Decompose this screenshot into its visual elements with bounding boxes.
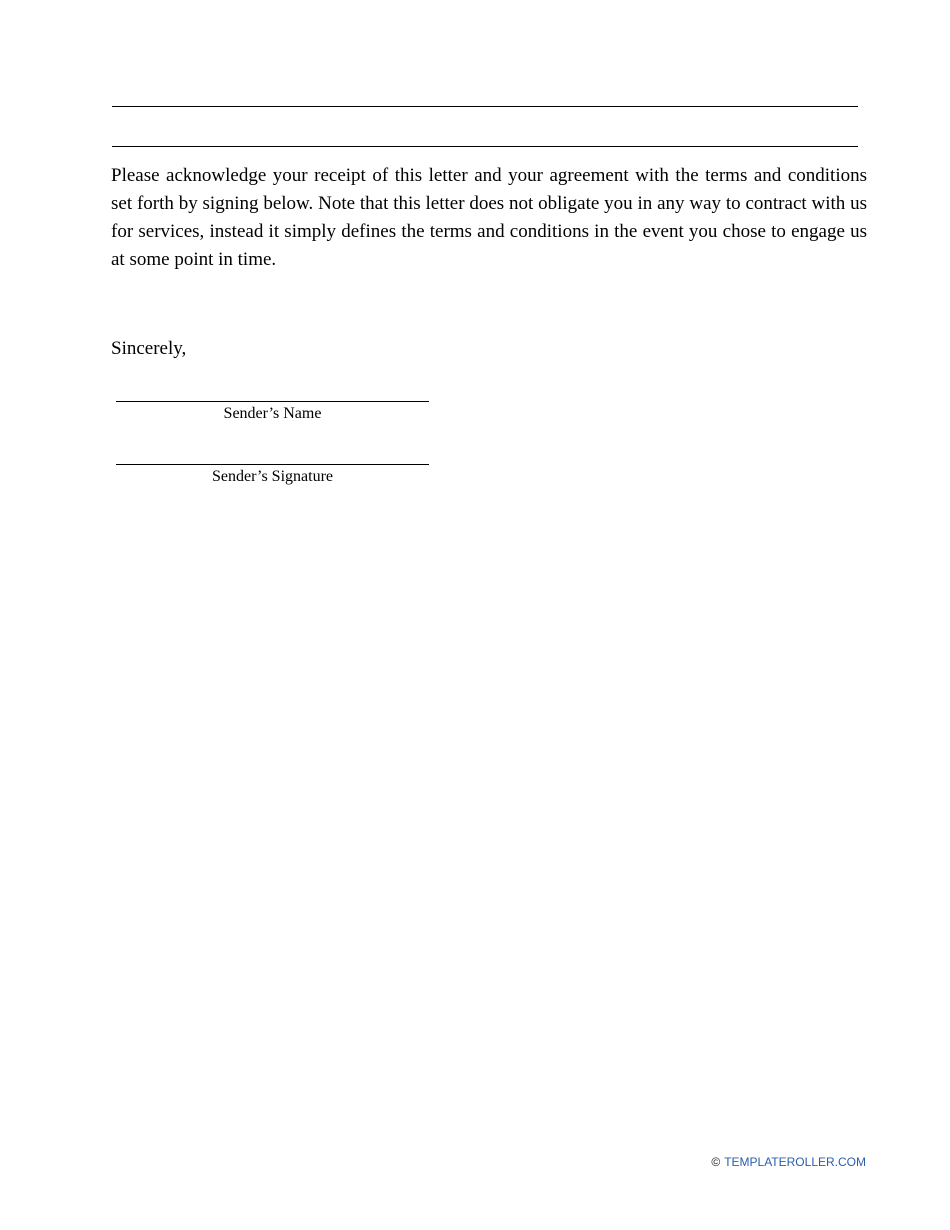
- blank-fill-line: [112, 146, 858, 147]
- footer-credit: [711, 1154, 866, 1170]
- copyright-symbol: ©: [711, 1155, 721, 1169]
- acknowledgement-paragraph: Please acknowledge your receipt of this letter and your agreement with the terms and conditions set forth by signing below. Note that this letter does not obligate you in any way to contract with us for services, instead it simply defines the terms and conditions in the event you chose to engage us at some point in time.: [111, 165, 867, 270]
- blank-fill-line: [112, 106, 858, 107]
- sender-name-label: Sender’s Name: [223, 405, 322, 422]
- closing-salutation: Sincerely,: [111, 338, 187, 359]
- templateroller-link[interactable]: TEMPLATEROLLER.COM: [724, 1155, 866, 1169]
- sender-name-block: [116, 401, 429, 425]
- sender-name-line: [116, 401, 429, 402]
- sender-signature-line: [116, 464, 429, 465]
- sender-signature-label: Sender’s Signature: [211, 468, 333, 485]
- sender-signature-block: [116, 464, 429, 488]
